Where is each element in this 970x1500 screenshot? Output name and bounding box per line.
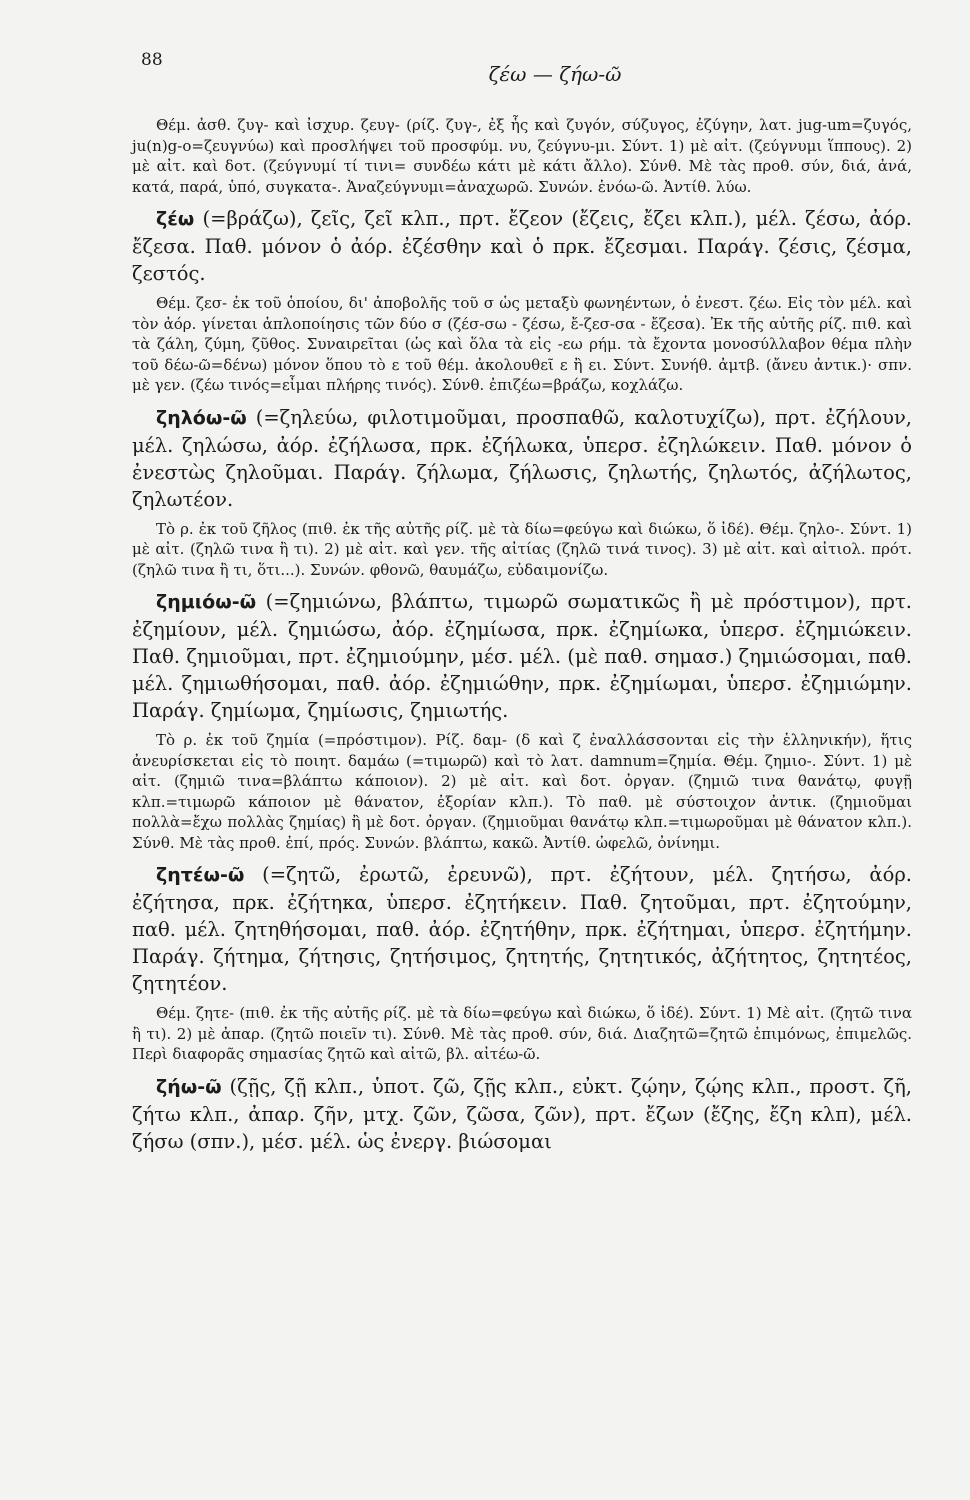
headword: ζήω-ῶ [156,1075,222,1098]
entry-text: (=ζηλεύω, φιλοτιμοῦμαι, προσπαθῶ, καλοτυχίζω), πρτ. ἐζήλουν, μέλ. ζηλώσω, ἀόρ. ἐζήλωσα, πρκ. ἐζήλωκα, ὑπερσ. ἐζηλώκειν. Παθ. μόνον ὁ ἐνεστὼς ζηλοῦμαι. Παράγ. ζήλωμα, ζήλωσις, ζηλωτής, ζηλωτός, ἀζήλωτος, ζηλωτέον. [132,405,912,511]
etymology-block [132,730,912,853]
etymology-block [132,1003,912,1065]
entry-zeloo [132,404,912,513]
entry-zeteo [132,861,912,997]
etymology-text: Θέμ. ἀσθ. ζυγ- καὶ ἰσχυρ. ζευγ- (ρίζ. ζυγ-, ἐξ ἧς καὶ ζυγόν, σύζυγος, ἐζύγην, λατ. jug-um=ζυγός, ju(n)g-o=ζευγνύω) καὶ προσλήψει τοῦ προσφύμ. νυ, ζεύγνυ-μι. Σύντ. 1) μὲ αἰτ. (ζεύγνυμι ἵππους). 2) μὲ αἰτ. καὶ δοτ. (ζεύγνυμί τί τινι= συνδέω κάτι μὲ κάτι ἄλλο). Σύνθ. Μὲ τὰς προθ. σύν, διά, ἀνά, κατά, παρά, ὑπό, συγκατα-. Ἀναζεύγνυμι=ἀναχωρῶ. Συνών. ἑνόω-ῶ. Ἀντίθ. λύω. [132,116,912,196]
running-head: ζέω — ζήω-ῶ [488,62,622,86]
entry-zemioo [132,588,912,724]
etymology-text: Θέμ. ζητε- (πιθ. ἐκ τῆς αὐτῆς ρίζ. μὲ τὰ δίω=φεύγω καὶ διώκω, ὅ ἰδέ). Σύντ. 1) Μὲ αἰτ. (ζητῶ τινα ἢ τι). 2) μὲ ἀπαρ. (ζητῶ ποιεῖν τι). Σύνθ. Μὲ τὰς προθ. σύν, διά. Διαζητῶ=ζητῶ ἐπιμόνως, ἐπιμελῶς. Περὶ διαφορᾶς σημασίας ζητῶ καὶ αἰτῶ, βλ. αἰτέω-ῶ. [132,1004,912,1063]
entry-text: (ζῇς, ζῇ κλπ., ὑποτ. ζῶ, ζῇς κλπ., εὐκτ. ζῴην, ζῴης κλπ., προστ. ζῆ, ζήτω κλπ., ἀπαρ. ζῆν, μτχ. ζῶν, ζῶσα, ζῶν), πρτ. ἔζων (ἔζης, ἔζη κλπ), μέλ. ζήσω (σπν.), μέσ. μέλ. ὡς ἐνεργ. βιώσομαι [132,1074,913,1153]
etymology-block [132,293,912,396]
etymology-text: Τὸ ρ. ἐκ τοῦ ζῆλος (πιθ. ἐκ τῆς αὐτῆς ρίζ. μὲ τὰ δίω=φεύγω καὶ διώκω, ὅ ἰδέ). Θέμ. ζηλο-. Σύντ. 1) μὲ αἰτ. (ζηλῶ τινα ἢ τι). 2) μὲ αἰτ. καὶ γεν. τῆς αἰτίας (ζηλῶ τινά τινος). 3) μὲ αἰτ. καὶ αἰτιολ. πρότ. (ζηλῶ τινα ἢ τι, ὅτι...). Συνών. φθονῶ, θαυμάζω, εὐδαιμονίζω. [132,519,912,579]
headword: ζηλόω-ῶ [156,406,247,429]
headword: ζημιόω-ῶ [156,591,257,613]
etymology-text: Τὸ ρ. ἐκ τοῦ ζημία (=πρόστιμον). Ρίζ. δαμ- (δ καὶ ζ ἐναλλάσσονται εἰς τὴν ἑλληνικήν), ἥτις ἀνευρίσκεται εἰς τὸ ποιητ. δαμάω (=τιμωρῶ) καὶ τὸ λατ. damnum=ζημία. Θέμ. ζημιο-. Σύντ. 1) μὲ αἰτ. (ζημιῶ τινα=βλάπτω κάποιον). 2) μὲ αἰτ. καὶ δοτ. ὀργαν. (ζημιῶ τινα θανάτῳ, φυγῇ κλπ.=τιμωρῶ κάποιον μὲ θάνατον, ἐξορίαν κλπ.). Τὸ παθ. μὲ σύστοιχον ἀντικ. (ζημιοῦμαι πολλὰ=ἔχω πολλὰς ζημίας) ἢ μὲ δοτ. ὀργαν. (ζημιοῦμαι θανάτῳ κλπ.=τιμωροῦμαι μὲ θάνατον κλπ.). Σύνθ. Μὲ τὰς προθ. ἐπί, πρός. Συνών. βλάπτω, κακῶ. Ἀντίθ. ὠφελῶ, ὀνίνημι. [132,731,912,852]
entry-text: (=ζημιώνω, βλάπτω, τιμωρῶ σωματικῶς ἢ μὲ πρόστιμον), πρτ. ἐζημίουν, μέλ. ζημιώσω, ἀόρ. ἐζημίωσα, πρκ. ἐζημίωκα, ὑπερσ. ἐζημιώκειν. Παθ. ζημιοῦμαι, πρτ. ἐζημιούμην, μέσ. μέλ. (μὲ παθ. σημασ.) ζημιώσομαι, παθ. μέλ. ζημιωθήσομαι, παθ. ἀόρ. ἐζημιώθην, πρκ. ἐζημίωμαι, ὑπερσ. ἐζημιώμην. Παράγ. ζημίωμα, ζημίωσις, ζημιωτής. [132,590,912,722]
entry-text: (=ζητῶ, ἐρωτῶ, ἐρευνῶ), πρτ. ἐζήτουν, μέλ. ζητήσω, ἀόρ. ἐζήτησα, πρκ. ἐζήτηκα, ὑπερσ. ἐζητήκειν. Παθ. ζητοῦμαι, πρτ. ἐζητούμην, παθ. μέλ. ζητηθήσομαι, παθ. ἀόρ. ἐζητήθην, πρκ. ἐζήτημαι, ὑπερσ. ἐζητήμην. Παράγ. ζήτημα, ζήτησις, ζητήσιμος, ζητητής, ζητητικός, ἀζήτητος, ζητητέος, ζητητέον. [132,863,913,995]
dictionary-content [132,115,912,1161]
etymology-block [132,519,912,581]
entry-text: (=βράζω), ζεῖς, ζεῖ κλπ., πρτ. ἔζεον (ἔζεις, ἔζει κλπ.), μέλ. ζέσω, ἀόρ. ἔζεσα. Παθ. μόνον ὁ ἀόρ. ἐζέσθην καὶ ὁ πρκ. ἔζεσμαι. Παράγ. ζέσις, ζέσμα, ζεστός. [132,207,912,285]
page-number: 88 [141,50,163,70]
etymology-text: Θέμ. ζεσ- ἐκ τοῦ ὁποίου, δι' ἀποβολῆς τοῦ σ ὡς μεταξὺ φωνηέντων, ὁ ἐνεστ. ζέω. Εἰς τὸν μέλ. καὶ τὸν ἀόρ. γίνεται ἁπλοποίησις τῶν δύο σ (ζέσ-σω - ζέσω, ἔ-ζεσ-σα - ἔζεσα). Ἐκ τῆς αὐτῆς ρίζ. πιθ. καὶ τὰ ζάλη, ζύμη, ζῦθος. Συναιρεῖται (ὡς καὶ ὅλα τὰ εἰς -εω ρήμ. τὰ ἔχοντα μονοσύλλαβον θέμα πλὴν τοῦ δέω-ῶ=δένω) μόνον ὅπου τὸ ε τοῦ θέμ. ἀκολουθεῖ ε ἢ ει. Σύντ. Συνήθ. ἀμτβ. (ἄνευ ἀντικ.)· σπν. μὲ γεν. (ζέω τινός=εἶμαι πλήρης τινός). Σύνθ. ἐπιζέω=βράζω, κοχλάζω. [132,294,912,394]
entry-zeo [132,205,912,287]
entry-zao [132,1073,912,1155]
etymology-block [132,115,912,197]
headword: ζητέω-ῶ [156,864,245,886]
headword: ζέω [156,208,195,230]
